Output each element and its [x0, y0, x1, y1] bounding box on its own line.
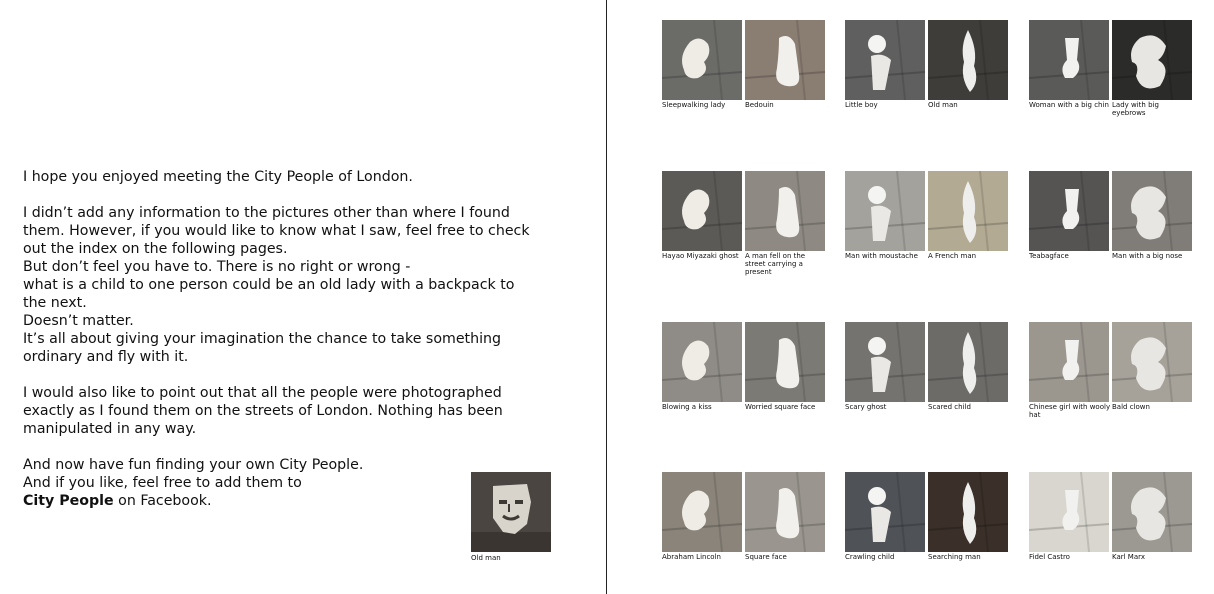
index-caption: Crawling child	[845, 553, 895, 561]
index-photo	[1112, 20, 1192, 100]
text-line: It’s all about giving your imagination the chance to take something	[23, 331, 502, 347]
index-caption: Sleepwalking lady	[662, 101, 726, 109]
index-caption: A man fell on the street carrying a present	[745, 252, 806, 276]
index-photo	[845, 20, 925, 100]
index-caption: Blowing a kiss	[662, 403, 712, 411]
index-caption: Hayao Miyazaki ghost	[662, 252, 739, 260]
text-line: the next.	[23, 295, 87, 311]
index-caption: Scared child	[928, 403, 971, 411]
index-photo	[928, 322, 1008, 402]
index-caption: A French man	[928, 252, 977, 260]
text-line: And now have fun finding your own City People.	[23, 457, 364, 473]
index-caption: Bedouin	[745, 101, 774, 109]
index-photo	[745, 472, 825, 552]
index-photo	[662, 322, 742, 402]
feature-caption: Old man	[471, 554, 501, 562]
index-caption: Worried square face	[745, 403, 816, 411]
index-caption: Scary ghost	[845, 403, 887, 411]
text-line: ordinary and fly with it.	[23, 349, 189, 365]
index-photo	[1029, 20, 1109, 100]
index-photo	[1029, 322, 1109, 402]
index-caption: Abraham Lincoln	[662, 553, 721, 561]
text-line: Doesn’t matter.	[23, 313, 134, 329]
index-caption: Teabagface	[1029, 252, 1069, 260]
index-photo	[928, 472, 1008, 552]
text-line: exactly as I found them on the streets of London. Nothing has been	[23, 403, 503, 419]
index-photo	[845, 171, 925, 251]
text-line: But don’t feel you have to. There is no right or wrong -	[23, 259, 411, 275]
index-photo	[1029, 472, 1109, 552]
index-photo	[662, 472, 742, 552]
text-line: And if you like, feel free to add them to	[23, 475, 302, 491]
index-caption: Little boy	[845, 101, 878, 109]
index-photo	[662, 171, 742, 251]
index-caption: Man with moustache	[845, 252, 918, 260]
index-photo	[845, 322, 925, 402]
index-photo	[745, 171, 825, 251]
index-caption: Woman with a big chin	[1029, 101, 1109, 109]
index-caption: Searching man	[928, 553, 981, 561]
index-caption: Lady with big eyebrows	[1112, 101, 1159, 117]
text-line: I would also like to point out that all the people were photographed	[23, 385, 502, 401]
text-line: what is a child to one person could be an old lady with a backpack to	[23, 277, 515, 293]
index-caption: Old man	[928, 101, 958, 109]
book-spine	[606, 0, 607, 594]
index-photo	[928, 20, 1008, 100]
index-photo	[745, 20, 825, 100]
index-photo	[1112, 472, 1192, 552]
index-photo	[1112, 322, 1192, 402]
text-line: out the index on the following pages.	[23, 241, 288, 257]
left-page-text	[23, 168, 553, 510]
index-photo	[1029, 171, 1109, 251]
text-line: manipulated in any way.	[23, 421, 197, 437]
index-photo	[745, 322, 825, 402]
index-caption: Fidel Castro	[1029, 553, 1070, 561]
text-line: I hope you enjoyed meeting the City People of London.	[23, 169, 413, 185]
text-line: them. However, if you would like to know what I saw, feel free to check	[23, 223, 530, 239]
index-photo	[928, 171, 1008, 251]
index-caption: Karl Marx	[1112, 553, 1145, 561]
index-photo	[845, 472, 925, 552]
index-photo	[662, 20, 742, 100]
index-caption: Square face	[745, 553, 787, 561]
index-caption: Bald clown	[1112, 403, 1150, 411]
index-photo	[1112, 171, 1192, 251]
feature-photo-old-man	[471, 472, 551, 552]
text-line: I didn’t add any information to the pictures other than where I found	[23, 205, 510, 221]
facebook-group-name: City People	[23, 493, 114, 509]
index-caption: Chinese girl with wooly hat	[1029, 403, 1111, 419]
facebook-line-rest: on Facebook.	[113, 493, 212, 509]
index-caption: Man with a big nose	[1112, 252, 1183, 260]
